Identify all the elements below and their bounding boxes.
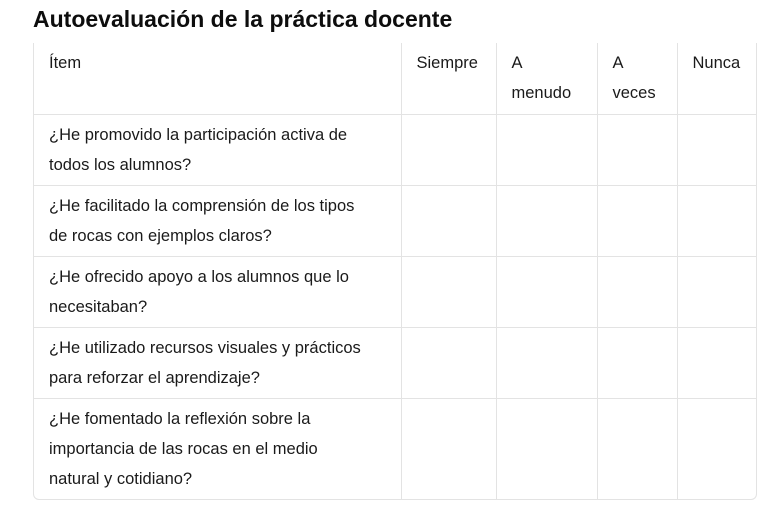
nunca-cell[interactable]	[677, 185, 757, 256]
nunca-cell[interactable]	[677, 114, 757, 185]
header-line: A	[612, 54, 624, 72]
table-row	[34, 398, 757, 499]
self-evaluation-table	[34, 43, 757, 499]
item-text-line: importancia de las rocas en el medio	[49, 439, 318, 458]
a-veces-cell[interactable]	[597, 185, 677, 256]
item-text-line: de rocas con ejemplos claros?	[49, 226, 272, 245]
self-evaluation-table-container	[33, 43, 757, 500]
a-menudo-cell[interactable]	[496, 327, 597, 398]
a-menudo-cell[interactable]	[496, 185, 597, 256]
table-row	[34, 114, 757, 185]
item-text-line: todos los alumnos?	[49, 155, 192, 174]
item-cell	[34, 185, 401, 256]
table-header-row	[34, 43, 757, 114]
a-menudo-cell[interactable]	[496, 256, 597, 327]
item-cell	[34, 114, 401, 185]
item-text-line: necesitaban?	[49, 297, 148, 316]
table-row	[34, 185, 757, 256]
item-cell	[34, 256, 401, 327]
item-text-line: ¿He utilizado recursos visuales y prácticos	[49, 338, 361, 357]
item-text-line: ¿He facilitado la comprensión de los tipos	[49, 196, 355, 215]
siempre-cell[interactable]	[401, 327, 496, 398]
table-row	[34, 327, 757, 398]
a-veces-cell[interactable]	[597, 256, 677, 327]
item-text-line: ¿He fomentado la reflexión sobre la	[49, 409, 311, 428]
column-header-siempre: Siempre	[401, 43, 496, 114]
item-text-line: para reforzar el aprendizaje?	[49, 368, 260, 387]
column-header-item: Ítem	[34, 43, 401, 114]
siempre-cell[interactable]	[401, 256, 496, 327]
header-line: veces	[612, 84, 656, 102]
item-cell	[34, 398, 401, 499]
item-cell	[34, 327, 401, 398]
a-menudo-cell[interactable]	[496, 114, 597, 185]
a-veces-cell[interactable]	[597, 398, 677, 499]
table-row	[34, 256, 757, 327]
a-veces-cell[interactable]	[597, 114, 677, 185]
a-menudo-cell[interactable]	[496, 398, 597, 499]
nunca-cell[interactable]	[677, 398, 757, 499]
item-text-line: ¿He ofrecido apoyo a los alumnos que lo	[49, 267, 349, 286]
column-header-nunca: Nunca	[677, 43, 757, 114]
nunca-cell[interactable]	[677, 327, 757, 398]
page-title: Autoevaluación de la práctica docente	[33, 6, 453, 32]
column-header-a-veces	[597, 43, 677, 114]
siempre-cell[interactable]	[401, 114, 496, 185]
column-header-a-menudo	[496, 43, 597, 114]
header-line: A	[511, 54, 523, 72]
item-text-line: natural y cotidiano?	[49, 469, 193, 488]
item-text-line: ¿He promovido la participación activa de	[49, 125, 348, 144]
siempre-cell[interactable]	[401, 398, 496, 499]
siempre-cell[interactable]	[401, 185, 496, 256]
nunca-cell[interactable]	[677, 256, 757, 327]
header-line: menudo	[511, 84, 572, 102]
a-veces-cell[interactable]	[597, 327, 677, 398]
